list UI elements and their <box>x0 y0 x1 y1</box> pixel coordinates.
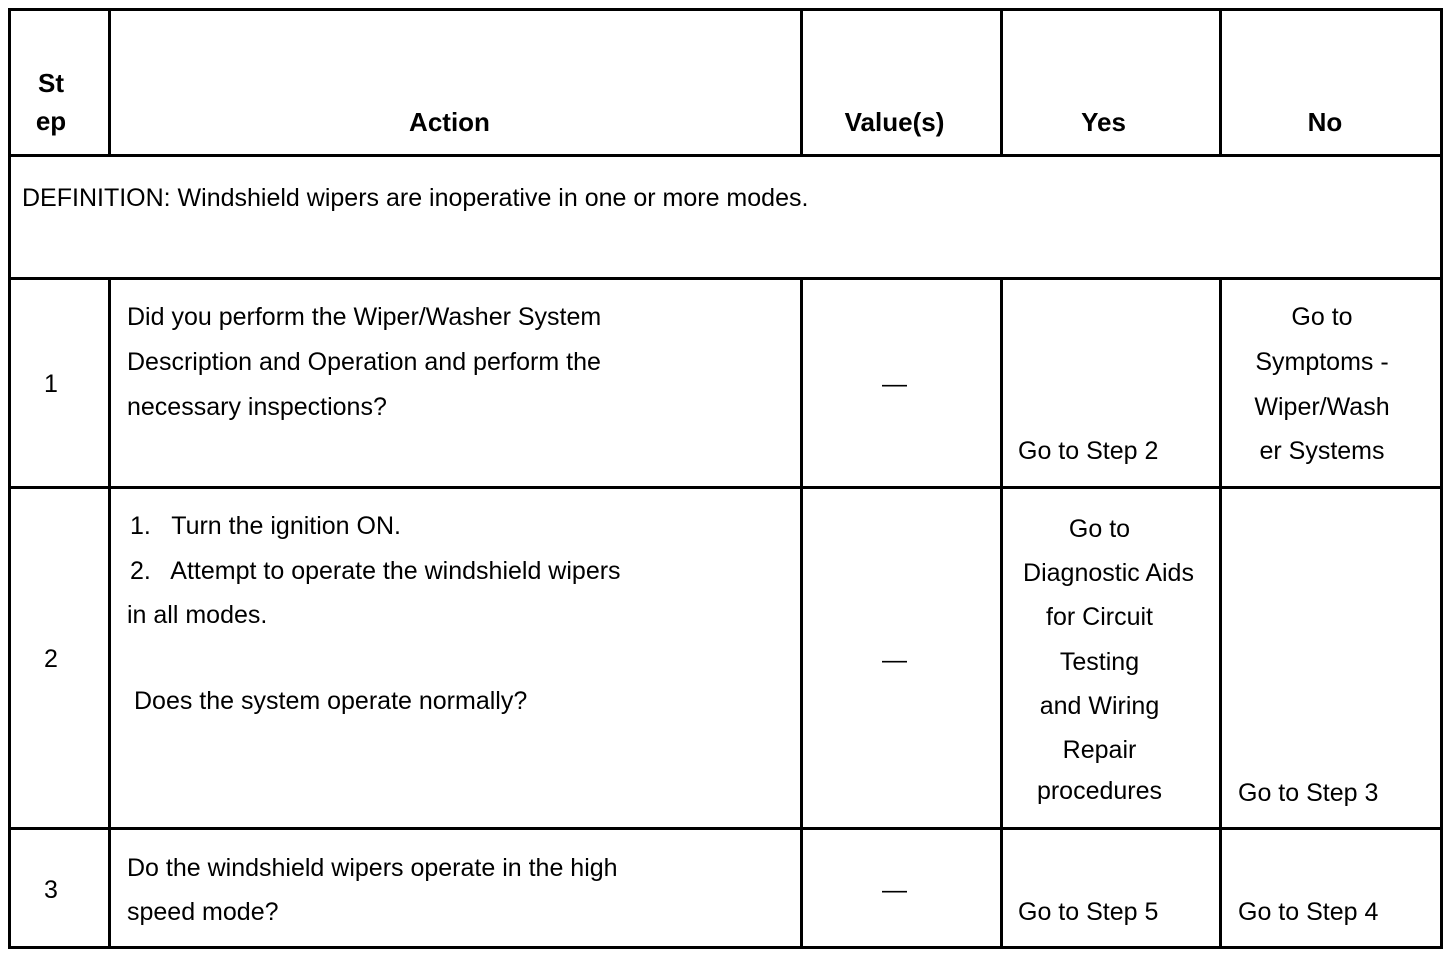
row1-action-line: Description and Operation and perform the <box>127 348 601 376</box>
header-values: Value(s) <box>844 107 945 137</box>
row2-yes-line: Diagnostic Aids <box>1023 559 1194 587</box>
row2-yes-line: and Wiring <box>1039 692 1160 720</box>
table-border-top <box>8 8 1443 11</box>
row3-action-line: speed mode? <box>127 898 279 926</box>
row1-action-line: necessary inspections? <box>127 393 387 421</box>
row3-value: — <box>882 876 907 904</box>
row3-action-line: Do the windshield wipers operate in the high <box>127 854 618 882</box>
row2-action-item: 1. Turn the ignition ON. <box>130 512 401 540</box>
row2-value: — <box>882 646 907 674</box>
table-border-left <box>8 8 11 949</box>
row1-no-line: Wiper/Wash <box>1254 393 1390 421</box>
row1-no-line: Go to <box>1291 303 1353 331</box>
row1-value: — <box>882 370 907 398</box>
row2-yes-line: Repair <box>1062 736 1137 764</box>
header-divider <box>8 154 1443 157</box>
row2-action-item-cont: in all modes. <box>127 601 268 629</box>
col-divider-step <box>108 277 111 949</box>
header-action: Action <box>409 107 490 137</box>
row2-yes-line: procedures <box>1036 777 1163 805</box>
row1-divider <box>8 486 1443 489</box>
row3-step: 3 <box>44 876 58 904</box>
row1-action-line: Did you perform the Wiper/Washer System <box>127 303 602 331</box>
row2-action-item: 2. Attempt to operate the windshield wipers <box>130 557 621 585</box>
header-no: No <box>1307 107 1343 137</box>
table-border-right <box>1440 8 1443 949</box>
row1-yes: Go to Step 2 <box>1018 437 1159 465</box>
header-step-line1: St <box>38 68 64 98</box>
header-step-line2: ep <box>35 106 67 136</box>
row2-yes-line: Testing <box>1059 648 1140 676</box>
header-step <box>11 64 91 140</box>
row1-step: 1 <box>44 370 58 398</box>
row2-yes-line: Go to <box>1068 515 1131 543</box>
row2-no: Go to Step 3 <box>1238 779 1379 807</box>
row2-action-question: Does the system operate normally? <box>134 687 528 715</box>
row3-yes: Go to Step 5 <box>1018 898 1159 926</box>
definition-divider <box>8 277 1443 280</box>
row2-yes-line: for Circuit <box>1046 603 1153 631</box>
row3-no: Go to Step 4 <box>1238 898 1379 926</box>
row2-step: 2 <box>44 645 58 673</box>
row2-divider <box>8 827 1443 830</box>
table-border-bottom <box>8 946 1443 949</box>
row1-no-line: er Systems <box>1259 437 1385 465</box>
row1-no-line: Symptoms - <box>1255 348 1389 376</box>
definition-text: DEFINITION: Windshield wipers are inoperative in one or more modes. <box>22 184 809 212</box>
header-yes: Yes <box>1081 107 1126 137</box>
